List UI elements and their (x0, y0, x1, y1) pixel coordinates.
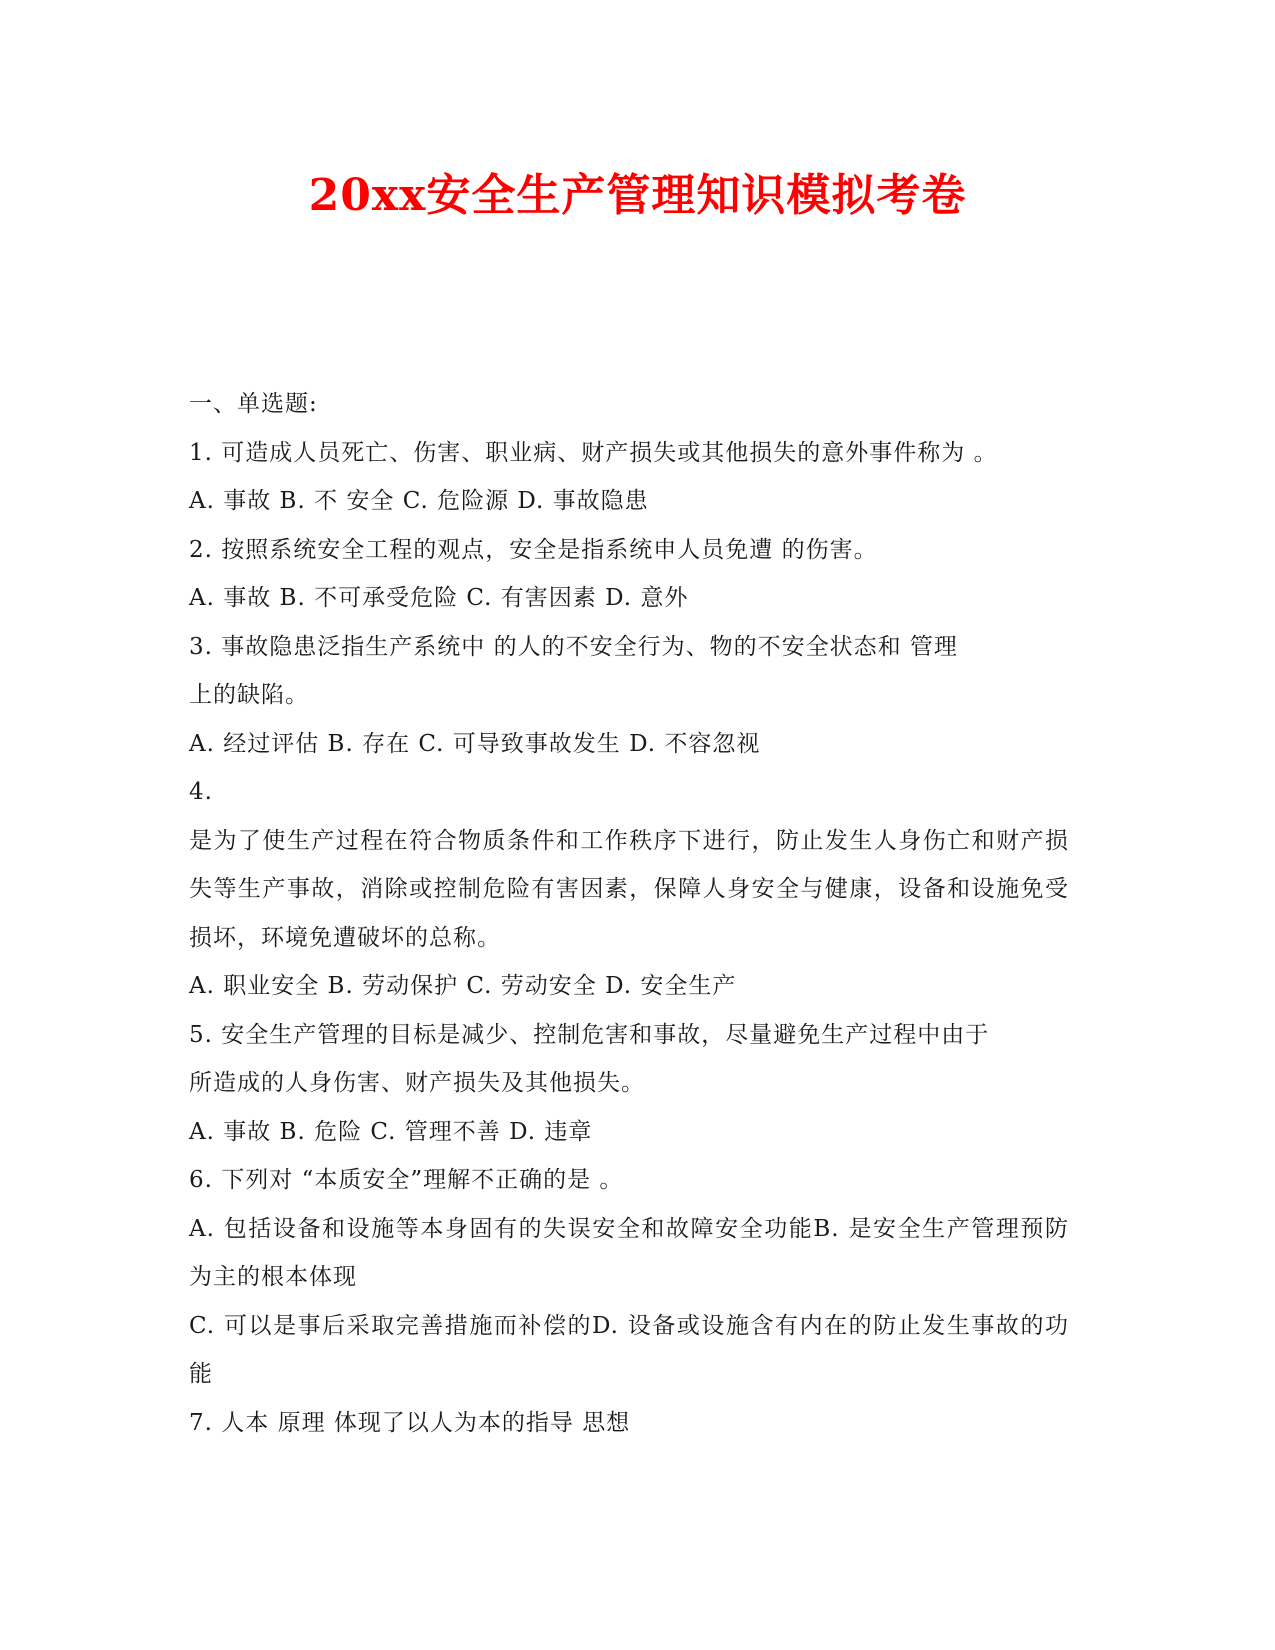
question-4-options: A. 职业安全 B. 劳动保护 C. 劳动安全 D. 安全生产 (189, 973, 737, 999)
question-4-number: 4. (189, 779, 213, 805)
question-7: 7. 人本 原理 体现了以人为本的指导 思想 (189, 1409, 631, 1436)
question-5-line-1: 5. 安全生产管理的目标是减少、控制危害和事故，尽量避免生产过程中由于 (189, 1021, 990, 1048)
question-3-options: A. 经过评估 B. 存在 C. 可导致事故发生 D. 不容忽视 (189, 730, 761, 757)
question-5-line-2: 所造成的人身伤害、财产损失及其他损失。 (189, 1070, 645, 1096)
question-2: 2. 按照系统安全工程的观点，安全是指系统申人员免遭 的伤害。 (189, 536, 878, 563)
question-5-options: A. 事故 B. 危险 C. 管理不善 D. 违章 (189, 1118, 593, 1145)
document-title: 20xx安全生产管理知识模拟考卷 (308, 170, 967, 221)
question-1: 1. 可造成人员死亡、伤害、职业病、财产损失或其他损失的意外事件称为 。 (189, 439, 998, 466)
question-body (189, 380, 1069, 1447)
question-6-options-ab: A. 包括设备和设施等本身固有的失误安全和故障安全功能B. 是安全生产管理预防为主的根本体现 (189, 1215, 1069, 1290)
question-2-options: A. 事故 B. 不可承受危险 C. 有害因素 D. 意外 (189, 585, 689, 611)
question-3-line-2: 上的缺陷。 (189, 682, 309, 708)
question-3-line-1: 3. 事故隐患泛指生产系统中 的人的不安全行为、物的不安全状态和 管理 (189, 633, 958, 660)
question-6-options-cd: C. 可以是事后采取完善措施而补偿的D. 设备或设施含有内在的防止发生事故的功能 (189, 1312, 1069, 1387)
question-1-options: A. 事故 B. 不 安全 C. 危险源 D. 事故隐患 (189, 488, 649, 514)
section-heading: 一、单选题: (189, 391, 318, 417)
question-4-text: 是为了使生产过程在符合物质条件和工作秩序下进行，防止发生人身伤亡和财产损失等生产事故，消除或控制危险有害因素，保障人身安全与健康，设备和设施免受损坏，环境免遭破坏的总称。 (189, 827, 1069, 951)
question-6: 6. 下列对 “本质安全”理解不正确的是 。 (189, 1167, 624, 1193)
